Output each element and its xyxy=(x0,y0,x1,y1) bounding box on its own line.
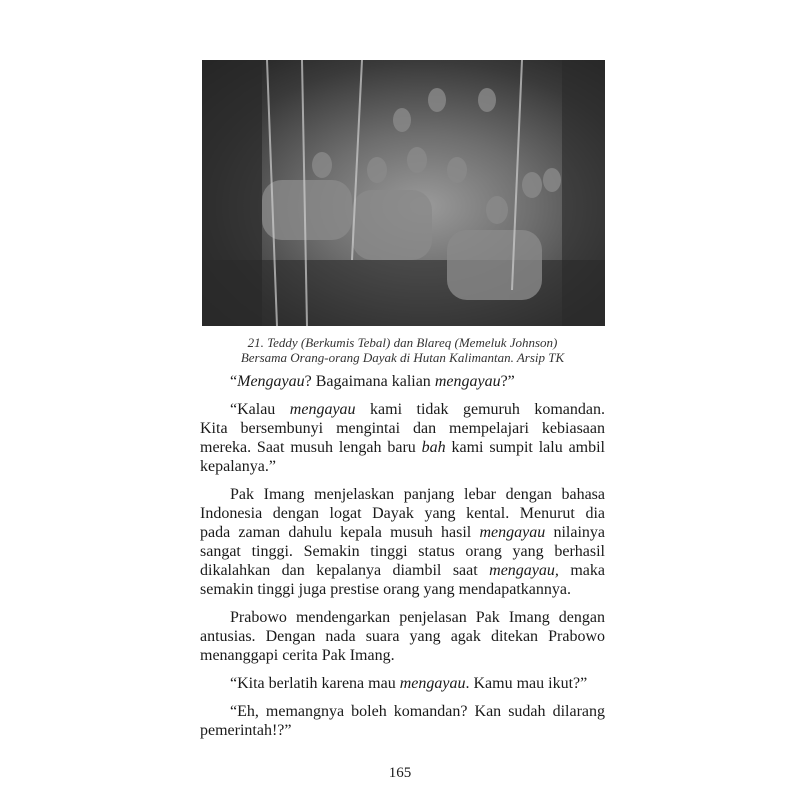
page-number: 165 xyxy=(388,765,412,781)
text-line xyxy=(200,646,605,665)
text-line xyxy=(200,457,605,476)
text-segment: pemerintah!?” xyxy=(200,722,292,739)
text-segment: dikalahkan dan kepalanya diambil saat xyxy=(200,562,490,579)
italic-term: mengayau xyxy=(479,524,546,541)
text-line xyxy=(200,419,605,438)
caption-line: Bersama Orang-orang Dayak di Hutan Kalimantan. Arsip TK xyxy=(240,349,565,365)
text-segment: pada zaman dahulu kepala musuh hasil xyxy=(200,524,480,541)
text-line xyxy=(200,372,605,391)
text-segment: antusias. Dengan nada suara yang agak ditekan Prabowo xyxy=(200,628,605,645)
italic-term: mengayau xyxy=(434,373,501,390)
text-segment: kami tidak gemuruh komandan. xyxy=(355,401,605,418)
italic-term: mengayau, xyxy=(489,562,559,579)
text-segment: semakin tinggi juga prestise orang yang mendapatkannya. xyxy=(200,581,572,598)
text-line xyxy=(200,561,605,580)
text-segment: sangat tinggi. Semakin tinggi status orang yang berhasil xyxy=(200,543,605,560)
paragraph xyxy=(200,485,605,599)
text-line xyxy=(200,400,605,419)
text-segment: Pak Imang menjelaskan panjang lebar dengan bahasa xyxy=(230,486,605,503)
text-segment: maka xyxy=(558,562,605,579)
text-line xyxy=(200,523,605,542)
text-segment: menanggapi cerita Pak Imang. xyxy=(200,647,395,664)
text-segment: Indonesia dengan logat Dayak yang kental. Menurut dia xyxy=(200,505,605,522)
text-line xyxy=(200,542,605,561)
paragraph xyxy=(200,674,605,693)
text-segment: ? Bagaimana kalian xyxy=(304,373,435,390)
text-segment: “Eh, memangnya boleh komandan? Kan sudah dilarang xyxy=(230,703,605,720)
text-line xyxy=(200,674,605,693)
text-line xyxy=(200,702,605,721)
text-line xyxy=(200,438,605,457)
caption-line: 21. Teddy (Berkumis Tebal) dan Blareq (Memeluk Johnson) xyxy=(247,335,558,350)
text-line xyxy=(200,627,605,646)
archival-photo xyxy=(202,60,605,326)
text-segment: Kita bersembunyi mengintai dan mempelajari kebiasaan xyxy=(200,420,605,437)
body-text xyxy=(200,372,605,749)
text-segment: kami sumpit lalu ambil xyxy=(445,439,606,456)
photo-image xyxy=(202,60,605,326)
text-line xyxy=(200,721,605,740)
italic-term: bah xyxy=(421,439,446,456)
text-line xyxy=(200,504,605,523)
figure-caption xyxy=(200,336,605,365)
text-line xyxy=(200,608,605,627)
italic-term: mengayau xyxy=(399,675,466,692)
text-segment: mereka. Saat musuh lengah baru xyxy=(200,439,422,456)
text-segment: “Kita berlatih karena mau xyxy=(230,675,400,692)
paragraph xyxy=(200,608,605,665)
paragraph xyxy=(200,372,605,391)
text-segment: “Kalau xyxy=(230,401,290,418)
text-segment: . Kamu mau ikut?” xyxy=(465,675,588,692)
text-segment: Prabowo mendengarkan penjelasan Pak Imang dengan xyxy=(230,609,605,626)
text-line xyxy=(200,485,605,504)
text-line xyxy=(200,580,605,599)
paragraph xyxy=(200,702,605,740)
text-segment: ?” xyxy=(500,373,515,390)
italic-term: Mengayau xyxy=(237,373,305,390)
text-segment: “ xyxy=(230,373,238,390)
text-segment: kepalanya.” xyxy=(200,458,276,475)
paragraph xyxy=(200,400,605,476)
text-segment: nilainya xyxy=(545,524,605,541)
italic-term: mengayau xyxy=(289,401,356,418)
